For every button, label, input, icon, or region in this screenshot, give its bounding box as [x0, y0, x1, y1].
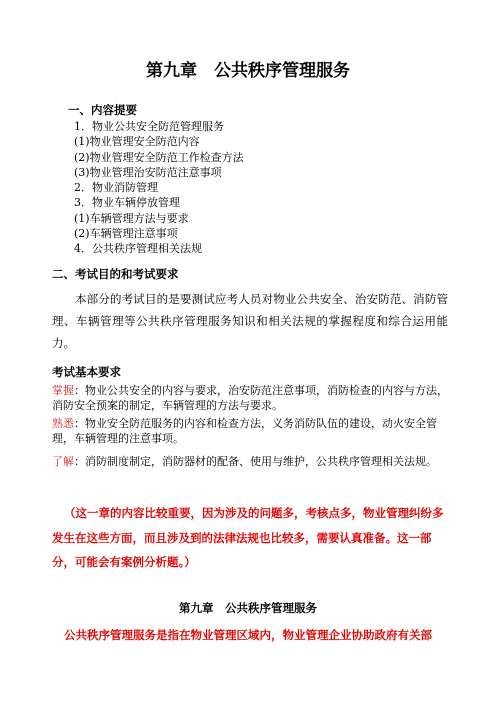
section-heading-content-summary: 一、内容提要 [68, 103, 137, 117]
requirement-familiar [52, 416, 448, 446]
master-label: 掌握 [52, 384, 74, 397]
list-item: (3)物业管理治安防范注意事项 [74, 165, 222, 179]
important-note: （这一章的内容比较重要，因为涉及的问题多，考核点多，物业管理纠纷多发生在这些方面，而且涉及到的法律法规也比较多，需要认真准备。这一部分，可能会有案例分析题。） [52, 506, 444, 569]
master-text: ：物业公共安全的内容与要求，治安防范注意事项，消防检查的内容与方法，消防安全预案的制定，车辆管理的方法与要求。 [52, 384, 448, 412]
section-heading-exam-purpose: 二、考试目的和考试要求 [52, 267, 179, 281]
list-item: 4．公共秩序管理相关法规 [74, 242, 202, 256]
exam-purpose-paragraph: 本部分的考试目的是要测试应考人员对物业公共安全、治安防范、消防管理、车辆管理等公共秩序管理服务知识和相关法规的掌握程度和综合运用能力。 [52, 292, 448, 350]
familiar-label: 熟悉 [52, 417, 74, 430]
chapter-heading: 第九章 公共秩序管理服务 [179, 601, 317, 615]
content-summary-list [74, 119, 244, 257]
requirement-understand [52, 451, 448, 473]
list-item: 3．物业车辆停放管理 [74, 196, 180, 210]
understand-text: ：消防制度制定，消防器材的配备、使用与维护，公共秩序管理相关法规。 [74, 455, 437, 468]
list-item: 1．物业公共安全防范管理服务 [74, 120, 224, 133]
list-item: (2)物业管理安全防范工作检查方法 [74, 150, 244, 164]
requirement-master [52, 383, 448, 413]
understand-label: 了解 [52, 455, 74, 468]
list-item: (2)车辆管理注意事项 [74, 227, 178, 241]
list-item: 2．物业消防管理 [74, 181, 158, 195]
body-text-line: 公共秩序管理服务是指在物业管理区域内，物业管理企业协助政府有关部 [64, 628, 432, 642]
section-heading-basic-requirements: 考试基本要求 [52, 365, 121, 379]
familiar-text: ：物业安全防范服务的内容和检查方法，义务消防队伍的建设，动火安全管理，车辆管理的注意事项。 [52, 417, 437, 445]
page-title: 第九章 公共秩序管理服务 [146, 61, 350, 81]
list-item: (1)车辆管理方法与要求 [74, 211, 189, 225]
list-item: (1)物业管理安全防范内容 [74, 135, 200, 149]
